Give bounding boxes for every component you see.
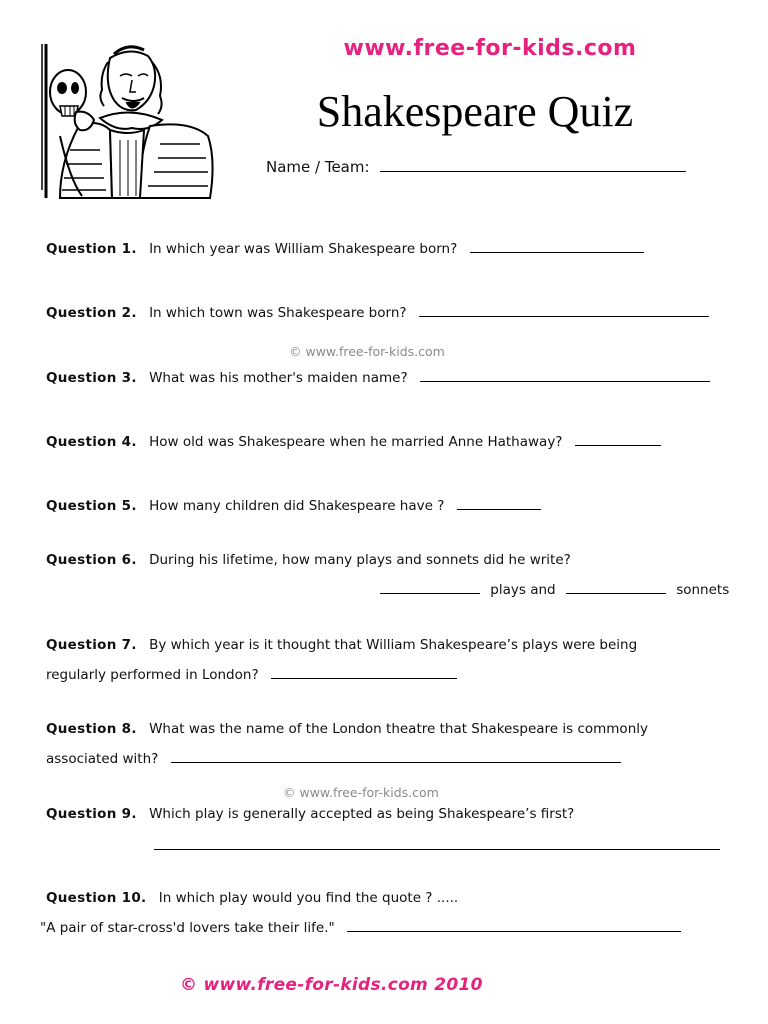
- question-text: How old was Shakespeare when he married Anne Hathaway?: [149, 434, 563, 450]
- footer-copyright[interactable]: © www.free-for-kids.com 2010: [180, 975, 483, 995]
- question-7: [46, 637, 637, 653]
- question-number: Question 10.: [46, 890, 147, 906]
- question-text: What was the name of the London theatre that Shakespeare is commonly: [149, 721, 648, 737]
- question-1: [46, 241, 644, 257]
- question-7-line-2: [46, 667, 457, 683]
- question-number: Question 8.: [46, 721, 137, 737]
- question-8: [46, 721, 648, 737]
- answer-line[interactable]: [470, 251, 644, 253]
- question-text: By which year is it thought that William Shakespeare’s plays were being: [149, 637, 638, 653]
- quote-text: "A pair of star-cross'd lovers take their life.": [40, 920, 335, 936]
- watermark-2: © www.free-for-kids.com: [283, 785, 439, 800]
- name-team-label: Name / Team:: [266, 158, 370, 176]
- question-10: [46, 890, 458, 906]
- answer-line[interactable]: [154, 849, 720, 850]
- plays-label: plays and: [490, 582, 556, 598]
- question-6: [46, 552, 571, 568]
- answer-line[interactable]: [575, 444, 661, 446]
- question-text: How many children did Shakespeare have ?: [149, 498, 445, 514]
- question-6-answers: [380, 582, 729, 598]
- answer-line[interactable]: [347, 930, 681, 932]
- question-text: In which year was William Shakespeare born?: [149, 241, 458, 257]
- hamlet-skull-illustration: [40, 40, 230, 200]
- question-text: What was his mother's maiden name?: [149, 370, 408, 386]
- question-number: Question 7.: [46, 637, 137, 653]
- name-team-answer-line[interactable]: [380, 170, 686, 172]
- answer-line[interactable]: [420, 380, 710, 382]
- question-text-continued: regularly performed in London?: [46, 667, 259, 683]
- question-3: [46, 370, 710, 386]
- answer-line[interactable]: [457, 508, 541, 510]
- answer-line[interactable]: [419, 315, 709, 317]
- question-number: Question 2.: [46, 305, 137, 321]
- sonnets-answer-line[interactable]: [566, 592, 666, 594]
- page-title: Shakespeare Quiz: [316, 87, 634, 136]
- question-2: [46, 305, 709, 321]
- question-text: In which play would you find the quote ? .....: [158, 890, 459, 906]
- question-5: [46, 498, 541, 514]
- question-text: Which play is generally accepted as being Shakespeare’s first?: [149, 806, 575, 822]
- sonnets-label: sonnets: [676, 582, 730, 598]
- question-number: Question 9.: [46, 806, 137, 822]
- question-4: [46, 434, 661, 450]
- watermark-1: © www.free-for-kids.com: [289, 344, 445, 359]
- question-text-continued: associated with?: [46, 751, 159, 767]
- site-url-header[interactable]: www.free-for-kids.com: [343, 36, 637, 61]
- answer-line[interactable]: [171, 761, 621, 763]
- question-text: In which town was Shakespeare born?: [149, 305, 407, 321]
- question-number: Question 1.: [46, 241, 137, 257]
- question-10-quote-row: [40, 920, 681, 936]
- answer-line[interactable]: [271, 677, 457, 679]
- question-number: Question 3.: [46, 370, 137, 386]
- name-team-row: [266, 158, 686, 176]
- question-number: Question 5.: [46, 498, 137, 514]
- question-number: Question 6.: [46, 552, 137, 568]
- question-text: During his lifetime, how many plays and sonnets did he write?: [149, 552, 571, 568]
- plays-answer-line[interactable]: [380, 592, 480, 594]
- question-8-line-2: [46, 751, 621, 767]
- question-9: [46, 806, 574, 822]
- question-number: Question 4.: [46, 434, 137, 450]
